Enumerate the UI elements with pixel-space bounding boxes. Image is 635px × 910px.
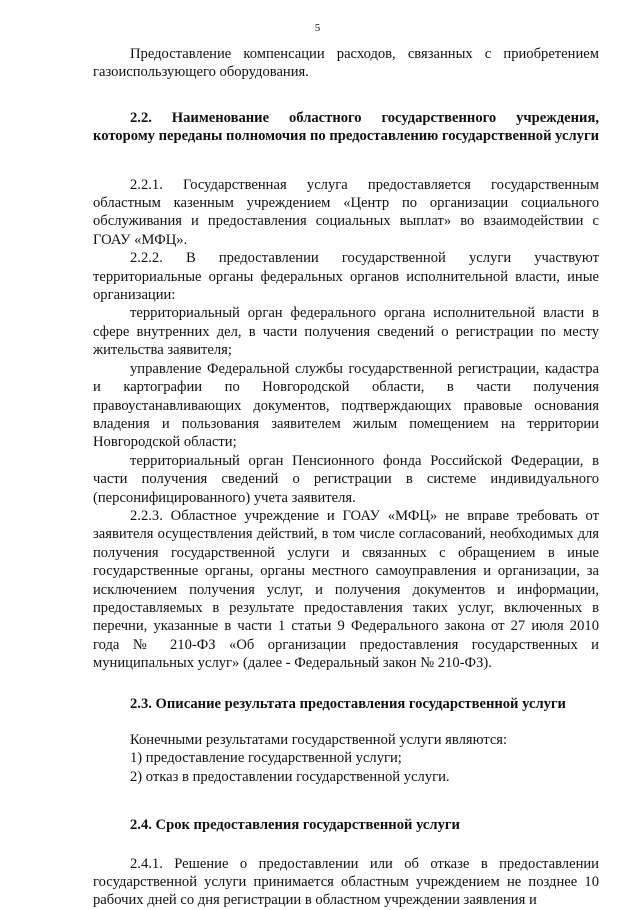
document-body — [93, 45, 599, 910]
section-heading-2-2: 2.2. Наименование областного государственного учреждения, которому переданы полномочия по предоставлению государственной услуги — [93, 109, 599, 145]
page-number: 5 — [314, 22, 321, 34]
result-item: 2) отказ в предоставлении государственной услуги. — [130, 768, 450, 785]
list-item: территориальный орган Пенсионного фонда Российской Федерации, в части получения сведений о регистрации в системе индивидуального (персонифицированного) учета заявителя. — [93, 452, 599, 506]
intro-paragraph: Предоставление компенсации расходов, связанных с приобретением газоиспользующего оборудования. — [93, 46, 599, 81]
section-heading-2-4: 2.4. Срок предоставления государственной услуги — [130, 817, 460, 834]
paragraph-2-2-2: 2.2.2. В предоставлении государственной услуги участвуют территориальные органы федеральных органов исполнительной власти, иные организации: — [93, 250, 599, 304]
paragraph-2-2-3: 2.2.3. Областное учреждение и ГОАУ «МФЦ» не вправе требовать от заявителя осуществления действий, в том числе согласований, необходимых для получения государственной услуги и связанных с обращением в иные государственные органы, органы местного самоуправления и организации, за исключением получения услуг, и получения документов и информации, предоставляемых в результате предоставления таких услуг, включенных в перечни, указанные в части 1 статьи 9 Федерального закона от 27 июля 2010 года № 210-ФЗ «Об организации предоставления государственных и муниципальных услуг» (далее - Федеральный закон № 210-ФЗ). — [93, 507, 599, 672]
list-item: управление Федеральной службы государственной регистрации, кадастра и картографии по Новгородской области, в части получения правоустанавливающих документов, подтверждающих правовые основания владения и пользования заявителем жилым помещением на территории Новгородской области; — [93, 360, 599, 451]
result-item: 1) предоставление государственной услуги; — [130, 750, 402, 767]
paragraph-2-4-1: 2.4.1. Решение о предоставлении или об отказе в предоставлении государственной услуги принимается областным учреждением не позднее 10 рабочих дней со дня регистрации в областном учреждении заявления и — [93, 855, 599, 909]
results-lead: Конечными результатами государственной услуги являются: — [130, 732, 508, 748]
list-item: территориальный орган федерального органа исполнительной власти в сфере внутренних дел, в части получения сведений о регистрации по месту жительства заявителя; — [93, 305, 599, 359]
paragraph-2-2-1: 2.2.1. Государственная услуга предоставляется государственным областным казенным учреждением «Центр по организации социального обслуживания и предоставления социальных выплат» во взаимодействии с ГОАУ «МФЦ». — [93, 176, 599, 248]
section-heading-2-3: 2.3. Описание результата предоставления государственной услуги — [130, 695, 566, 712]
